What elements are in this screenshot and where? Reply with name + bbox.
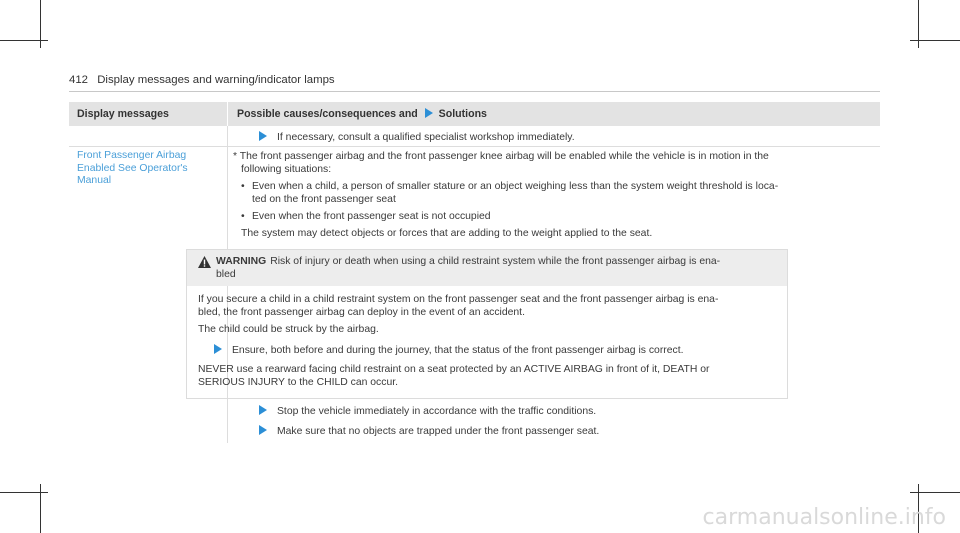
message-line: Manual — [77, 175, 112, 186]
header-rule — [69, 91, 880, 92]
detect-text: The system may detect objects or forces that are adding to the weight applied to the seat. — [241, 228, 653, 239]
bullet-dot: • — [241, 211, 245, 222]
warning-paragraph: If you secure a child in a child restraint system on the front passenger seat and the front passenger airbag is ena- — [198, 294, 719, 305]
crop-mark — [910, 492, 960, 493]
bullet-text: ted on the front passenger seat — [252, 194, 396, 205]
table-row-step — [259, 131, 575, 143]
crop-mark — [910, 40, 960, 41]
display-message — [77, 150, 188, 188]
col-header-solutions-text: Solutions — [438, 108, 487, 120]
warning-paragraph: NEVER use a rearward facing child restraint on a seat protected by an ACTIVE AIRBAG in front of it, DEATH or — [198, 364, 710, 375]
warning-text: bled — [216, 269, 236, 280]
warning-box — [186, 249, 788, 399]
warning-title-line — [216, 256, 720, 267]
solution-arrow-icon — [425, 108, 433, 118]
solution-arrow-icon — [259, 405, 267, 415]
step-text: Ensure, both before and during the journey, that the status of the front passenger airbag is correct. — [232, 345, 684, 356]
bullet-text: Even when a child, a person of smaller stature or an object weighing less than the system weight threshold is loca- — [252, 181, 779, 192]
step-text: Stop the vehicle immediately in accordance with the traffic conditions. — [277, 406, 597, 417]
warning-label: WARNING — [216, 256, 267, 267]
page-header — [69, 74, 335, 86]
message-line: Enabled See Operator's — [77, 162, 188, 174]
warning-text: Risk of injury or death when using a child restraint system while the front passenger airbag is ena- — [270, 256, 721, 267]
intro-line: * The front passenger airbag and the front passenger knee airbag will be enabled while the vehicle is in motion in the — [233, 151, 769, 162]
warning-paragraph: bled, the front passenger airbag can deploy in the event of an accident. — [198, 307, 525, 318]
solution-arrow-icon — [214, 344, 222, 354]
bullet-dot: • — [241, 181, 245, 192]
warning-triangle-icon — [198, 256, 211, 268]
display-messages-table — [69, 102, 880, 437]
bullet-text: Even when the front passenger seat is not occupied — [252, 211, 491, 222]
watermark: carmanualsonline.info — [702, 505, 946, 530]
solution-arrow-icon — [259, 131, 267, 141]
col-header-causes-text: Possible causes/consequences and — [237, 108, 418, 120]
page-title: Display messages and warning/indicator lamps — [97, 74, 335, 86]
step-make-sure — [259, 425, 599, 437]
col-header-display-messages: Display messages — [77, 108, 169, 120]
step-text: If necessary, consult a qualified specialist workshop immediately. — [277, 132, 575, 143]
warning-paragraph: The child could be struck by the airbag. — [198, 324, 379, 335]
header-separator — [227, 102, 228, 126]
intro-line: following situations: — [241, 164, 332, 175]
col-header-causes — [237, 108, 487, 120]
row-divider — [69, 146, 880, 147]
step-text: Make sure that no objects are trapped under the front passenger seat. — [277, 426, 600, 437]
message-line: Front Passenger Airbag — [77, 150, 187, 161]
page-number: 412 — [69, 74, 89, 86]
warning-header — [187, 250, 787, 286]
warning-paragraph: SERIOUS INJURY to the CHILD can occur. — [198, 377, 398, 388]
crop-mark — [0, 492, 48, 493]
warning-step — [198, 344, 684, 356]
table-header — [69, 102, 880, 126]
solution-arrow-icon — [259, 425, 267, 435]
step-stop-vehicle — [259, 405, 596, 417]
crop-mark — [0, 40, 48, 41]
